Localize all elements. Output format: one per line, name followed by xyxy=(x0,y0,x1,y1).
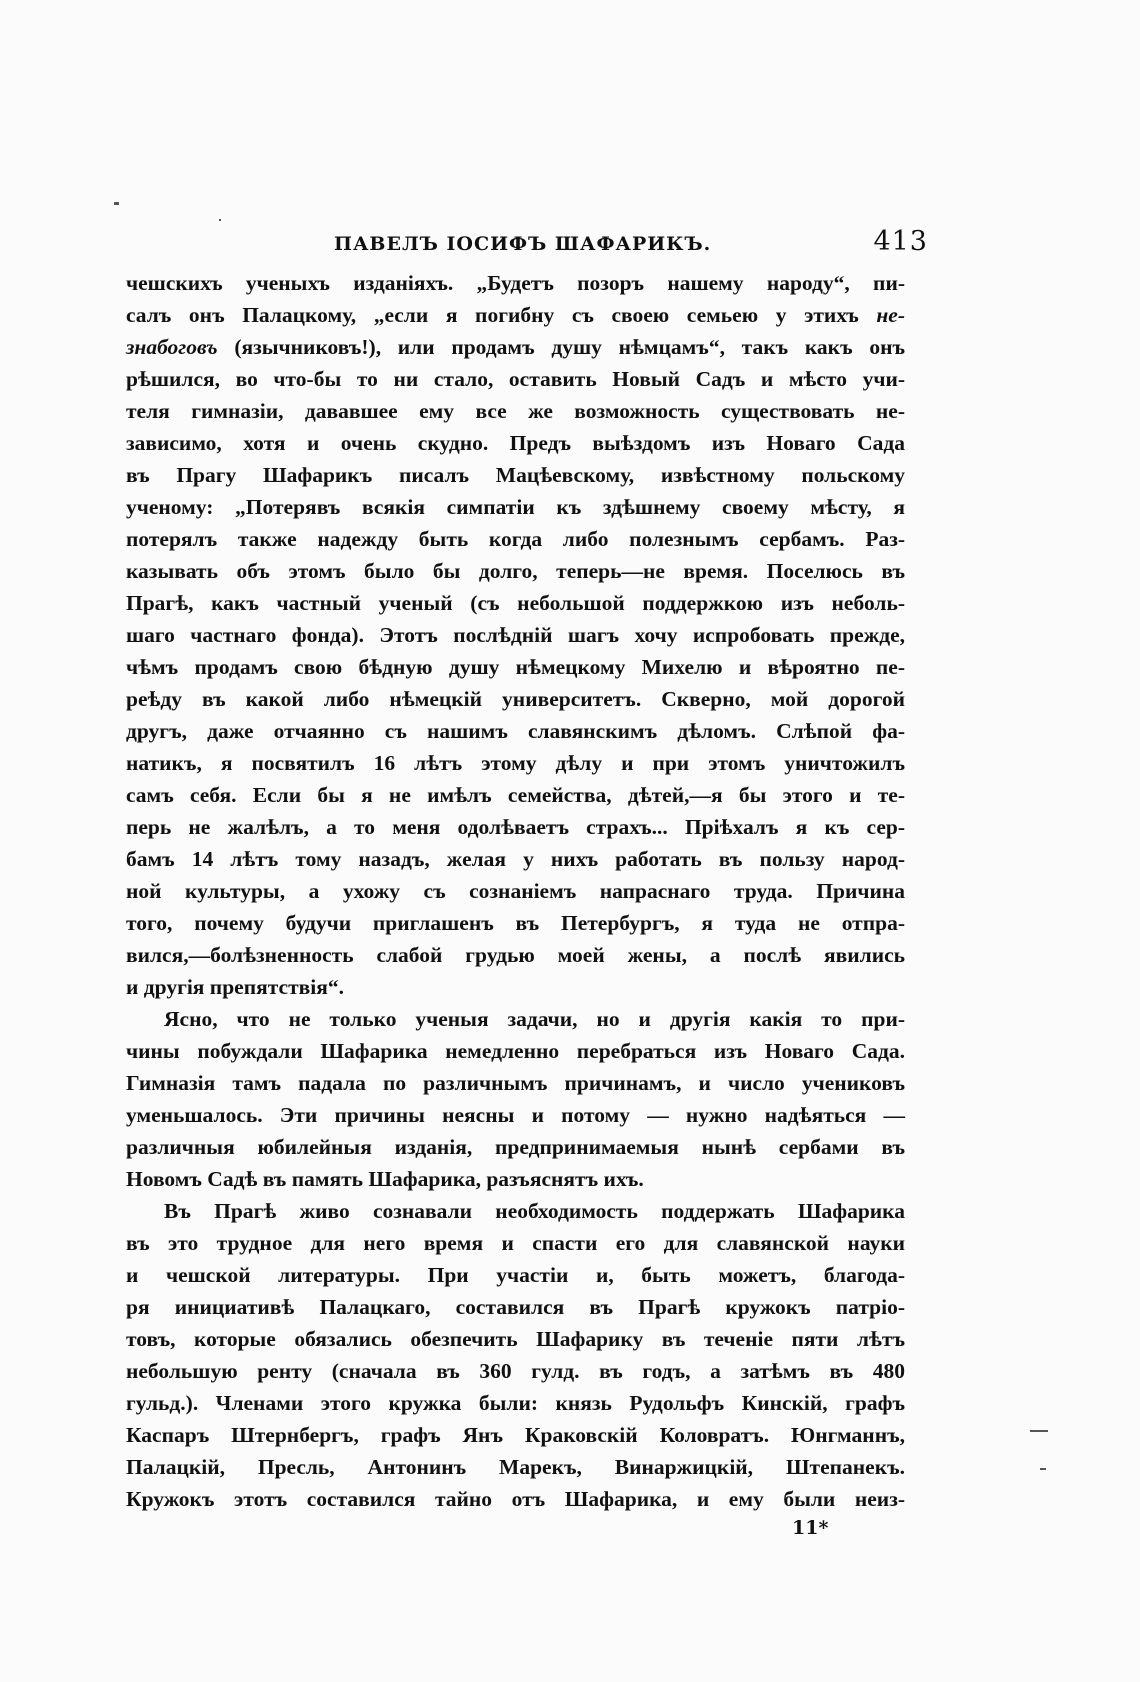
text-line xyxy=(126,875,905,907)
text-line xyxy=(126,299,905,331)
text-line xyxy=(126,715,905,747)
line-text: того, почему будучи приглашенъ въ Петербургъ, я туда не отпра- xyxy=(126,911,905,935)
page-number: 413 xyxy=(873,226,928,257)
text-line xyxy=(126,651,905,683)
text-line xyxy=(126,1291,905,1323)
line-text: уменьшалось. Эти причины неясны и потому — нужно надѣяться — xyxy=(126,1103,905,1127)
line-text: небольшую ренту (сначала въ 360 гулд. въ годъ, а затѣмъ въ 480 xyxy=(126,1359,905,1383)
line-text: гульд.). Членами этого кружка были: князь Рудольфъ Кинскій, графъ xyxy=(126,1391,905,1415)
text-line xyxy=(126,1355,905,1387)
text-line xyxy=(126,1259,905,1291)
text-line xyxy=(126,363,905,395)
text-line xyxy=(126,459,905,491)
text-line xyxy=(126,1003,905,1035)
running-title: ПАВЕЛЪ ІОСИФЪ ШАФАРИКЪ. xyxy=(334,233,712,255)
line-text: шаго частнаго фонда). Этотъ послѣдній шагъ хочу испробовать прежде, xyxy=(126,623,905,647)
line-text: товъ, которые обязались обезпечить Шафарику въ теченіе пяти лѣтъ xyxy=(126,1327,905,1351)
text-line xyxy=(126,1227,905,1259)
line-text: салъ онъ Палацкому, „если я погибну съ своею семьею у этихъ xyxy=(126,303,877,327)
text-line xyxy=(126,523,905,555)
signature-mark: 11* xyxy=(792,1517,829,1539)
text-line xyxy=(126,587,905,619)
text-line xyxy=(126,1323,905,1355)
line-text: чины побуждали Шафарика немедленно перебраться изъ Новаго Сада. xyxy=(126,1039,905,1063)
line-text: перь не жалѣлъ, а то меня одолѣваетъ страхъ... Пріѣхалъ я къ сер- xyxy=(126,815,905,839)
text-line xyxy=(126,971,905,1003)
scan-speck xyxy=(1040,1468,1046,1470)
line-text: чешскихъ ученыхъ изданіяхъ. „Будетъ позоръ нашему народу“, пи- xyxy=(126,271,905,295)
text-line xyxy=(126,1163,905,1195)
line-text: и другія препятствія“. xyxy=(126,975,344,999)
line-text: бамъ 14 лѣтъ тому назадъ, желая у нихъ работать въ пользу народ- xyxy=(126,847,905,871)
text-line xyxy=(126,331,905,363)
line-text: Кружокъ этотъ составился тайно отъ Шафарика, и ему были неиз- xyxy=(126,1487,905,1511)
line-text: Палацкій, Пресль, Антонинъ Марекъ, Винаржицкій, Штепанекъ. xyxy=(126,1455,905,1479)
text-line xyxy=(126,1195,905,1227)
italic-word: знабоговъ xyxy=(126,335,218,359)
line-text: ученому: „Потерявъ всякія симпатіи къ здѣшнему своему мѣсту, я xyxy=(126,495,905,519)
line-text: въ это трудное для него время и спасти его для славянской науки xyxy=(126,1231,905,1255)
text-line xyxy=(126,811,905,843)
text-line xyxy=(126,1035,905,1067)
text-line xyxy=(126,1099,905,1131)
text-line xyxy=(126,747,905,779)
line-text: Ясно, что не только ученыя задачи, но и другія какія то при- xyxy=(164,1007,905,1031)
text-line xyxy=(126,1419,905,1451)
text-line xyxy=(126,1451,905,1483)
page-body-text xyxy=(126,267,905,1515)
line-text: ной культуры, а ухожу съ сознаніемъ напраснаго труда. Причина xyxy=(126,879,905,903)
line-text: рѣшился, во что-бы то ни стало, оставить Новый Садъ и мѣсто учи- xyxy=(126,367,905,391)
line-text: натикъ, я посвятилъ 16 лѣтъ этому дѣлу и при этомъ уничтожилъ xyxy=(126,751,905,775)
line-text: теля гимназіи, дававшее ему все же возможность существовать не- xyxy=(126,399,905,423)
line-text: Гимназія тамъ падала по различнымъ причинамъ, и число учениковъ xyxy=(126,1071,905,1095)
line-text: другъ, даже отчаянно съ нашимъ славянскимъ дѣломъ. Слѣпой фа- xyxy=(126,719,905,743)
line-text: чѣмъ продамъ свою бѣдную душу нѣмецкому Михелю и вѣроятно пе- xyxy=(126,655,905,679)
text-line xyxy=(126,1131,905,1163)
text-line xyxy=(126,267,905,299)
line-text: въ Прагу Шафарикъ писалъ Мацѣевскому, извѣстному польскому xyxy=(126,463,905,487)
text-line xyxy=(126,939,905,971)
scan-speck xyxy=(114,202,119,205)
text-line xyxy=(126,907,905,939)
scan-speck xyxy=(219,219,221,221)
line-text: Каспаръ Штернбергъ, графъ Янъ Краковскій Коловратъ. Юнгманнъ, xyxy=(126,1423,905,1447)
line-text: ря инициативѣ Палацкаго, составился въ Прагѣ кружокъ патріо- xyxy=(126,1295,905,1319)
text-line xyxy=(126,491,905,523)
line-text: реѣду въ какой либо нѣмецкій университетъ. Скверно, мой дорогой xyxy=(126,687,905,711)
line-text: Прагѣ, какъ частный ученый (съ небольшой поддержкою изъ неболь- xyxy=(126,591,905,615)
text-line xyxy=(126,683,905,715)
text-line xyxy=(126,843,905,875)
line-text: и чешской литературы. При участіи и, быть можетъ, благода- xyxy=(126,1263,905,1287)
text-line xyxy=(126,427,905,459)
line-text: (язычниковъ!), или продамъ душу нѣмцамъ“, такъ какъ онъ xyxy=(217,335,905,359)
text-line xyxy=(126,555,905,587)
line-text: вился,—болѣзненность слабой грудью моей жены, а послѣ явились xyxy=(126,943,905,967)
line-text: потерялъ также надежду быть когда либо полезнымъ сербамъ. Раз- xyxy=(126,527,905,551)
line-text: зависимо, хотя и очень скудно. Предъ выѣздомъ изъ Новаго Сада xyxy=(126,431,905,455)
line-text: казывать объ этомъ было бы долго, теперь—не время. Поселюсь въ xyxy=(126,559,905,583)
text-line xyxy=(126,779,905,811)
italic-word: не- xyxy=(876,303,905,327)
text-line xyxy=(126,1067,905,1099)
scan-speck xyxy=(1030,1430,1048,1432)
text-line xyxy=(126,1483,905,1515)
line-text: различныя юбилейныя изданія, предпринимаемыя нынѣ сербами въ xyxy=(126,1135,905,1159)
text-line xyxy=(126,395,905,427)
text-line xyxy=(126,1387,905,1419)
line-text: Новомъ Садѣ въ память Шафарика, разъяснятъ ихъ. xyxy=(126,1167,644,1191)
line-text: Въ Прагѣ живо сознавали необходимость поддержать Шафарика xyxy=(164,1199,905,1223)
text-line xyxy=(126,619,905,651)
line-text: самъ себя. Если бы я не имѣлъ семейства, дѣтей,—я бы этого и те- xyxy=(126,783,905,807)
